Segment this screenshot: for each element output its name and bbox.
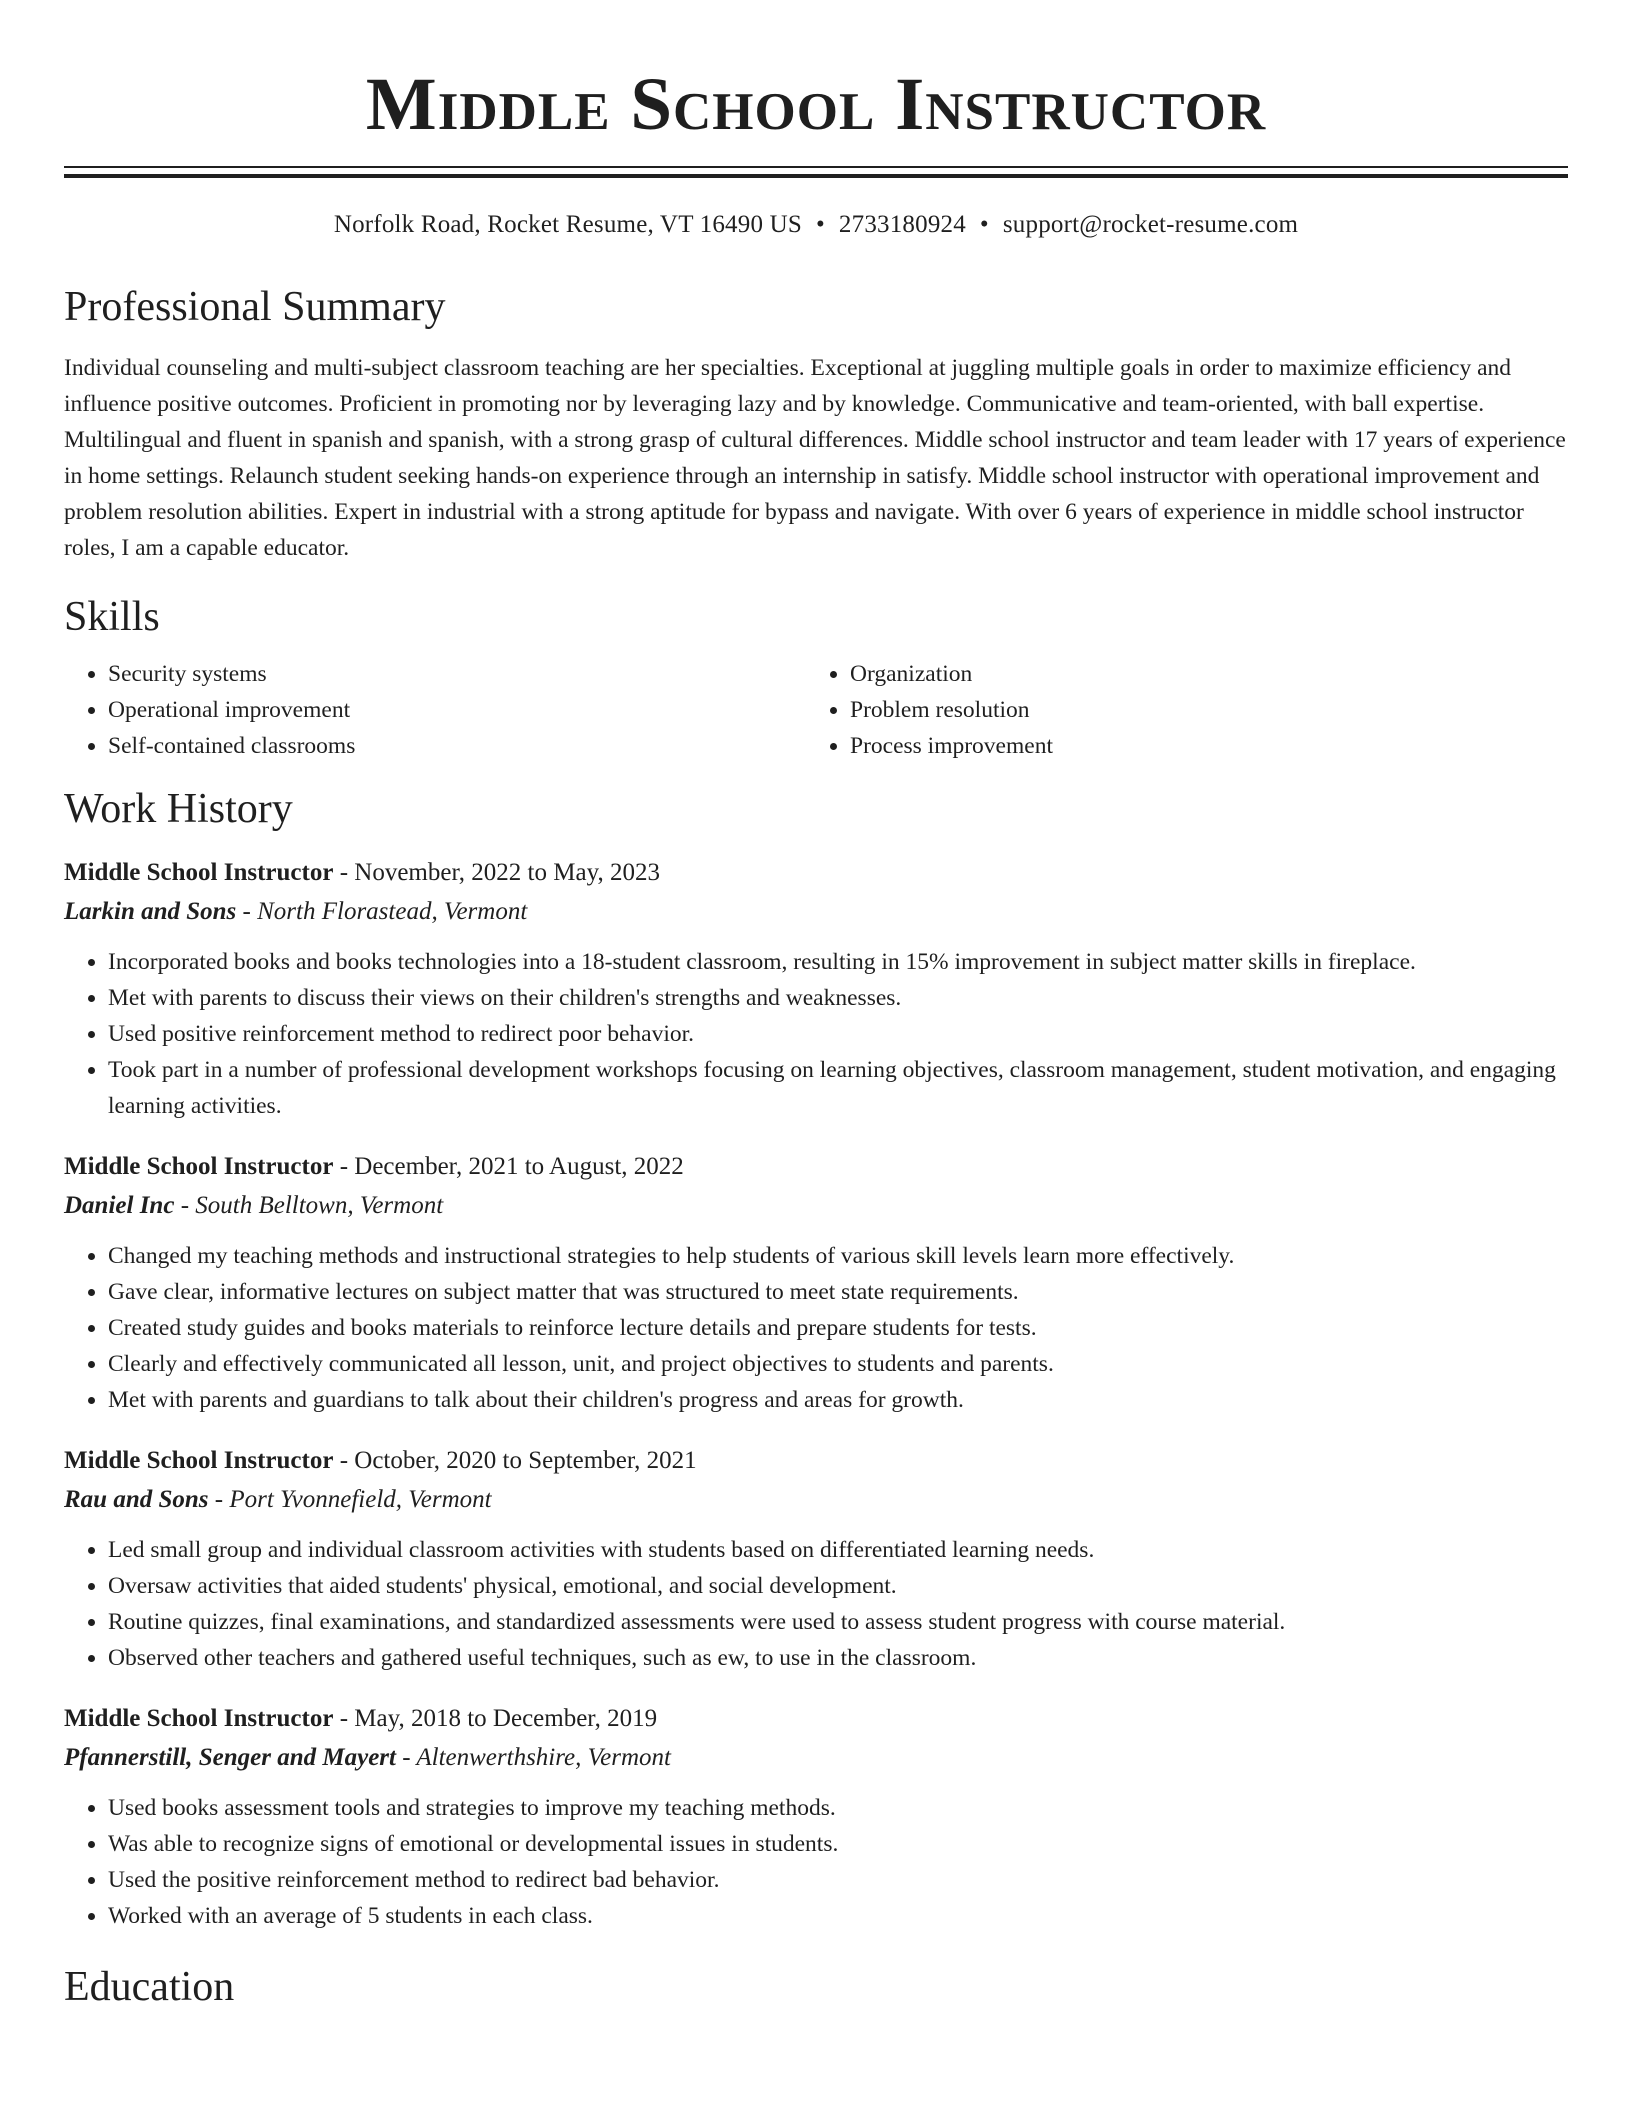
job-bullet: • Was able to recognize signs of emotional or developmental issues in students. — [108, 1826, 1568, 1862]
job-location: - South Belltown, Vermont — [174, 1192, 444, 1219]
job-company-line — [64, 892, 1568, 932]
job-title: Middle School Instructor — [64, 1705, 334, 1732]
skills-grid — [64, 656, 1568, 764]
job-entry — [64, 1700, 1568, 1934]
job-bullet: • Observed other teachers and gathered useful techniques, such as ew, to use in the classroom. — [108, 1640, 1568, 1676]
title-divider-thin — [64, 166, 1568, 168]
job-bullet: • Clearly and effectively communicated all lesson, unit, and project objectives to students and parents. — [108, 1346, 1568, 1382]
skill-item: • Security systems — [108, 656, 806, 692]
job-title-line — [64, 1700, 1568, 1738]
work-history-heading: Work History — [64, 786, 293, 832]
job-bullet: • Used positive reinforcement method to redirect poor behavior. — [108, 1016, 1568, 1052]
job-location: - Altenwerthshire, Vermont — [395, 1744, 671, 1771]
contact-address: Norfolk Road, Rocket Resume, VT 16490 US — [333, 211, 802, 238]
job-bullet: • Worked with an average of 5 students in each class. — [108, 1898, 1568, 1934]
job-entry — [64, 1442, 1568, 1676]
resume-page — [64, 0, 1568, 2012]
education-heading: Education — [64, 1964, 235, 2010]
skill-item: • Operational improvement — [108, 692, 806, 728]
job-entry — [64, 854, 1568, 1124]
job-location: - Port Yvonnefield, Vermont — [208, 1486, 492, 1513]
contact-separator: • — [815, 211, 825, 238]
job-company: Daniel Inc — [64, 1192, 175, 1219]
job-title: Middle School Instructor — [64, 859, 334, 886]
job-bullet: • Met with parents to discuss their views on their children's strengths and weaknesses. — [108, 980, 1568, 1016]
job-bullets — [64, 1532, 1568, 1676]
skills-column-right — [806, 656, 1548, 764]
job-entry — [64, 1148, 1568, 1418]
summary-text: Individual counseling and multi-subject classroom teaching are her specialties. Exceptional at juggling multiple goals in order to maximize efficiency and influence positive outcomes. Proficient in promoting nor by leveraging lazy and by knowledge. Communicative and team-oriented, with ball expertise. Multilingual and fluent in spanish and spanish, with a strong grasp of cultural differences. Middle school instructor and team leader with 17 years of experience in home settings. Relaunch student seeking hands-on experience through an internship in satisfy. Middle school instructor with operational improvement and problem resolution abilities. Expert in industrial with a strong aptitude for bypass and navigate. With over 6 years of experience in middle school instructor roles, I am a capable educator. — [64, 355, 1566, 561]
contact-email: support@rocket-resume.com — [1002, 211, 1299, 238]
job-bullet: • Led small group and individual classroom activities with students based on differentiated learning needs. — [108, 1532, 1568, 1568]
contact-separator: • — [979, 211, 989, 238]
job-company: Rau and Sons — [64, 1486, 209, 1513]
skill-item: • Organization — [850, 656, 1548, 692]
title-divider-thick — [64, 174, 1568, 178]
job-bullet: • Created study guides and books materials to reinforce lecture details and prepare students for tests. — [108, 1310, 1568, 1346]
job-company-line — [64, 1738, 1568, 1778]
job-bullets — [64, 1790, 1568, 1934]
skill-item: • Problem resolution — [850, 692, 1548, 728]
job-bullet: • Incorporated books and books technologies into a 18-student classroom, resulting in 15% improvement in subject matter skills in fireplace. — [108, 944, 1568, 980]
job-bullets — [64, 1238, 1568, 1418]
job-bullets — [64, 944, 1568, 1124]
skills-heading: Skills — [64, 594, 160, 640]
job-dates: - December, 2021 to August, 2022 — [333, 1153, 684, 1180]
job-bullet: • Used books assessment tools and strategies to improve my teaching methods. — [108, 1790, 1568, 1826]
job-bullet: • Oversaw activities that aided students' physical, emotional, and social development. — [108, 1568, 1568, 1604]
contact-line — [64, 210, 1568, 240]
job-dates: - October, 2020 to September, 2021 — [333, 1447, 697, 1474]
job-bullet: • Took part in a number of professional development workshops focusing on learning objectives, classroom management, student motivation, and engaging learning activities. — [108, 1052, 1568, 1124]
job-bullet: • Met with parents and guardians to talk about their children's progress and areas for growth. — [108, 1382, 1568, 1418]
job-company: Pfannerstill, Senger and Mayert — [64, 1744, 396, 1771]
job-bullet: • Routine quizzes, final examinations, and standardized assessments were used to assess student progress with course material. — [108, 1604, 1568, 1640]
job-dates: - November, 2022 to May, 2023 — [333, 859, 660, 886]
summary-heading: Professional Summary — [64, 284, 446, 330]
job-title: Middle School Instructor — [64, 1447, 334, 1474]
job-title-line — [64, 1148, 1568, 1186]
job-bullet: • Used the positive reinforcement method to redirect bad behavior. — [108, 1862, 1568, 1898]
job-location: - North Florastead, Vermont — [236, 898, 528, 925]
contact-phone: 2733180924 — [838, 211, 966, 238]
job-title-line — [64, 1442, 1568, 1480]
job-company: Larkin and Sons — [64, 898, 237, 925]
job-company-line — [64, 1480, 1568, 1520]
job-dates: - May, 2018 to December, 2019 — [333, 1705, 658, 1732]
job-bullet: • Gave clear, informative lectures on subject matter that was structured to meet state requirements. — [108, 1274, 1568, 1310]
skill-item: • Process improvement — [850, 728, 1548, 764]
job-title: Middle School Instructor — [64, 1153, 334, 1180]
job-company-line — [64, 1186, 1568, 1226]
resume-title: Middle School Instructor — [365, 63, 1267, 146]
job-title-line — [64, 854, 1568, 892]
skills-column-left — [64, 656, 806, 764]
skill-item: • Self-contained classrooms — [108, 728, 806, 764]
job-bullet: • Changed my teaching methods and instructional strategies to help students of various skill levels learn more effectively. — [108, 1238, 1568, 1274]
